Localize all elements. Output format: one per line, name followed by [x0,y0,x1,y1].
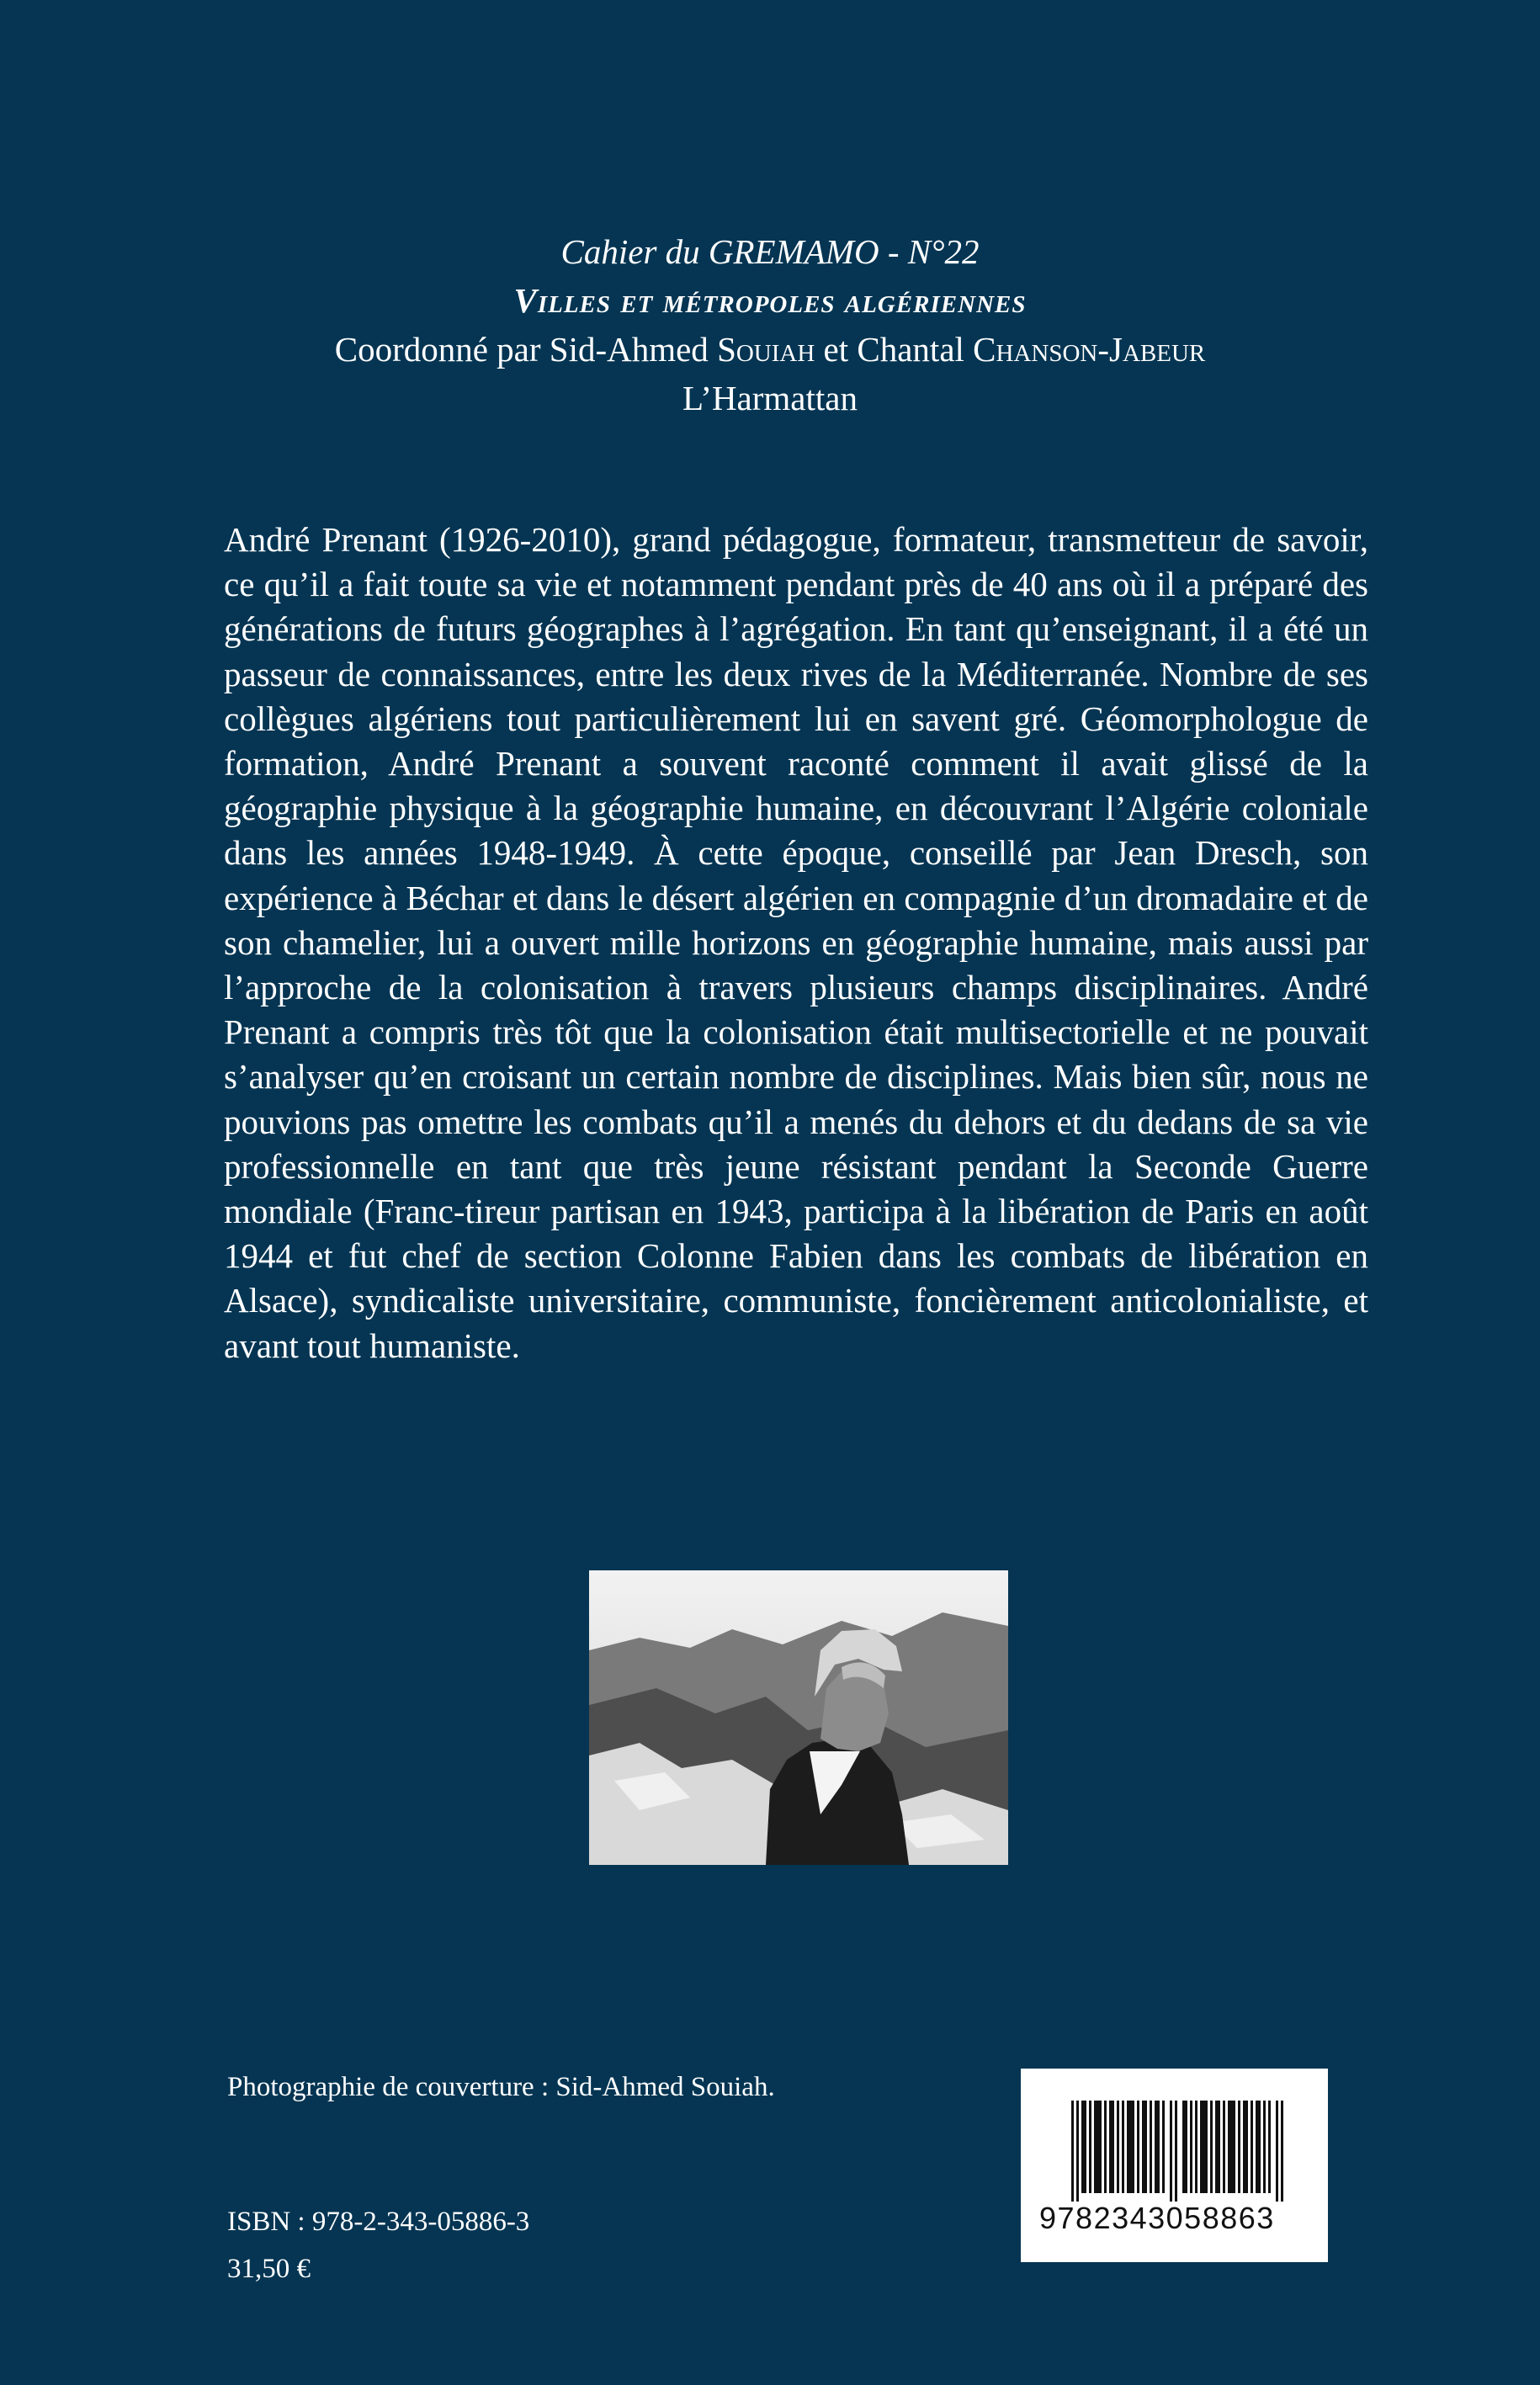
author2-surname: Chanson-Jabeur [973,330,1206,369]
header-block [0,227,1540,422]
book-title: Villes et métropoles algériennes [513,281,1027,320]
back-cover-blurb: André Prenant (1926-2010), grand pédagogue, formateur, transmetteur de savoir, ce qu’il a fait toute sa vie et notamment pendant près de 40 ans où il a préparé des générations de futurs géographes à l’agrégation. En tant qu’enseignant, il a été un passeur de connaissances, entre les deux rives de la Méditerranée. Nombre de ses collègues algériens tout particulièrement lui en savent gré. Géomorphologue de formation, André Prenant a souvent raconté comment il avait glissé de la géographie physique à la géographie humaine, en découvrant l’Algérie coloniale dans les années 1948-1949. À cette époque, conseillé par Jean Dresch, son expérience à Béchar et dans le désert algérien en compagnie d’un dromadaire et de son chamelier, lui a ouvert mille horizons en géographie humaine, mais aussi par l’approche de la colonisation à travers plusieurs champs disciplinaires. André Prenant a compris très tôt que la colonisation était multisectorielle et ne pouvait s’analyser qu’en croisant un certain nombre de disciplines. Mais bien sûr, nous ne pouvions pas omettre les combats qu’il a menés du dehors et du dedans de sa vie professionnelle en tant que très jeune résistant pendant la Seconde Guerre mondiale (Franc-tireur partisan en 1943, participa à la libération de Paris en août 1944 et fut chef de section Colonne Fabien dans les combats de libération en Alsace), syndicaliste universitaire, communiste, foncièrement anticolonialiste, et avant tout humaniste. [224,520,1368,1365]
coord-prefix: Coordonné par Sid-Ahmed [334,330,718,369]
barcode-digits: 9782343058863 [1039,2201,1275,2235]
barcode-bars [1071,2101,1286,2202]
series-title: Cahier du GREMAMO - N°22 [560,232,980,271]
publisher: L’Harmattan [682,379,858,417]
photo-credit: Photographie de couverture : Sid-Ahmed Souiah. [227,2072,775,2102]
portrait-photo-icon [589,1570,1008,1865]
barcode-icon [1021,2069,1328,2262]
coordinators-line [0,325,1540,374]
price: 31,50 € [227,2254,311,2284]
isbn: ISBN : 978-2-343-05886-3 [227,2207,530,2237]
portrait-photo-drawing [589,1570,1008,1865]
coord-join: et Chantal [815,330,974,369]
author1-surname: Souiah [717,330,815,369]
